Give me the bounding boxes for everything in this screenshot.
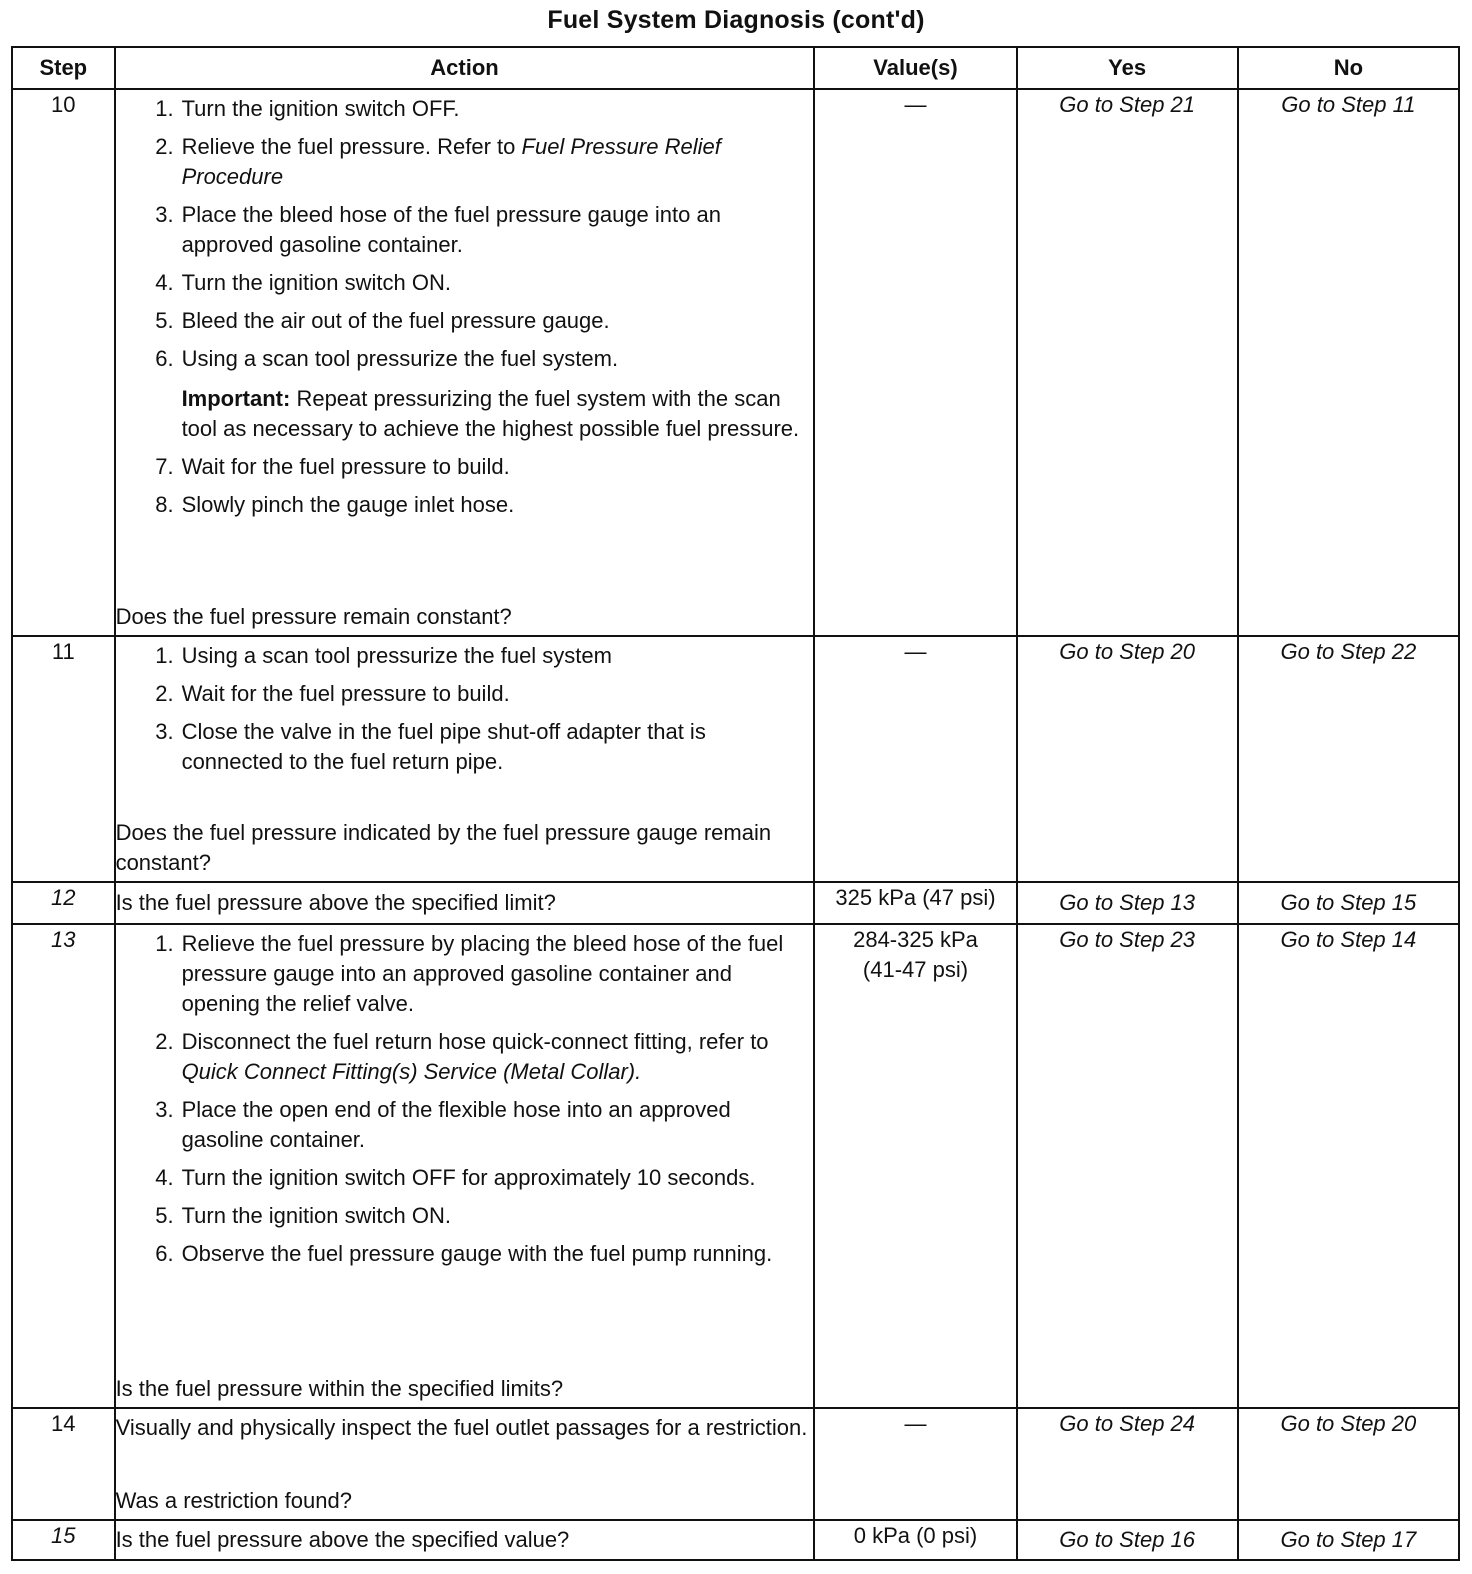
question-text: Is the fuel pressure above the specified value?: [115, 1527, 570, 1552]
question-text: Does the fuel pressure indicated by the fuel pressure gauge remain constant?: [115, 820, 772, 875]
no-link[interactable]: Go to Step 14: [1238, 924, 1459, 1408]
procedure-reference[interactable]: Quick Connect Fitting(s) Service (Metal Collar).: [181, 1059, 642, 1084]
action-steps: [116, 925, 814, 1269]
yes-link[interactable]: Go to Step 20: [1017, 636, 1238, 882]
action-cell: [115, 924, 815, 1408]
table-row-step-11: [12, 636, 1459, 882]
table-row-step-15: [12, 1520, 1459, 1560]
yes-link[interactable]: Go to Step 13: [1017, 882, 1238, 924]
action-step: 3. Place the bleed hose of the fuel pressure gauge into an approved gasoline container.: [155, 202, 721, 257]
yes-link[interactable]: Go to Step 16: [1017, 1520, 1238, 1560]
action-text: Visually and physically inspect the fuel outlet passages for a restriction.: [115, 1415, 808, 1440]
header-step: Step: [12, 47, 115, 89]
header-yes: Yes: [1017, 47, 1238, 89]
action-step: 3. Close the valve in the fuel pipe shut-off adapter that is connected to the fuel return pipe.: [155, 719, 706, 774]
value-cell: [814, 924, 1016, 1408]
value-cell: —: [814, 1408, 1016, 1520]
action-cell: [115, 636, 815, 882]
table-header-row: [12, 47, 1459, 89]
table-row-step-14: [12, 1408, 1459, 1520]
step-number: 15: [12, 1520, 115, 1560]
action-step: 7. Wait for the fuel pressure to build.: [155, 454, 510, 479]
yes-link[interactable]: Go to Step 21: [1017, 89, 1238, 636]
value-cell: 0 kPa (0 psi): [814, 1520, 1016, 1560]
action-steps: [116, 637, 814, 785]
action-step: 1. Using a scan tool pressurize the fuel system: [155, 643, 612, 668]
question-text: Is the fuel pressure within the specified limits?: [115, 1376, 564, 1401]
action-step: 2. Relieve the fuel pressure. Refer to Fuel Pressure Relief Procedure: [155, 134, 721, 189]
question-text: Was a restriction found?: [115, 1488, 352, 1513]
no-link[interactable]: Go to Step 11: [1238, 89, 1459, 636]
action-step: 4. Turn the ignition switch ON.: [155, 270, 451, 295]
action-step: 6. Observe the fuel pressure gauge with the fuel pump running.: [155, 1241, 773, 1266]
important-note: Important: Repeat pressurizing the fuel system with the scan tool as necessary to achieve the highest possible fuel pressure.: [181, 386, 800, 441]
no-link[interactable]: Go to Step 20: [1238, 1408, 1459, 1520]
step-number: 14: [12, 1408, 115, 1520]
action-step: 1. Relieve the fuel pressure by placing the bleed hose of the fuel pressure gauge into an approved gasoline container and opening the relief valve.: [155, 931, 784, 1016]
action-steps: [116, 452, 814, 528]
step-number: 11: [12, 636, 115, 882]
action-step: 5. Bleed the air out of the fuel pressure gauge.: [155, 308, 610, 333]
question-text: Does the fuel pressure remain constant?: [115, 604, 512, 629]
header-no: No: [1238, 47, 1459, 89]
action-step: 4. Turn the ignition switch OFF for approximately 10 seconds.: [155, 1165, 756, 1190]
no-link[interactable]: Go to Step 17: [1238, 1520, 1459, 1560]
action-cell: [115, 1408, 815, 1520]
action-step: 1. Turn the ignition switch OFF.: [155, 96, 460, 121]
no-link[interactable]: Go to Step 15: [1238, 882, 1459, 924]
value-cell: —: [814, 89, 1016, 636]
procedure-reference[interactable]: Fuel Pressure Relief Procedure: [181, 134, 721, 189]
table-row-step-10: [12, 89, 1459, 636]
diagnosis-table: [11, 46, 1460, 1561]
value-cell: —: [814, 636, 1016, 882]
value-cell: 325 kPa (47 psi): [814, 882, 1016, 924]
action-step: 8. Slowly pinch the gauge inlet hose.: [155, 492, 515, 517]
table-row-step-13: [12, 924, 1459, 1408]
action-cell: [115, 882, 815, 924]
action-step: 5. Turn the ignition switch ON.: [155, 1203, 451, 1228]
header-values: Value(s): [814, 47, 1016, 89]
value-line: (41-47 psi): [862, 957, 969, 982]
action-step: 2. Disconnect the fuel return hose quick-connect fitting, refer to Quick Connect Fitting(s) Service (Metal Collar).: [155, 1029, 769, 1084]
action-cell: [115, 89, 815, 636]
value-line: 284-325 kPa: [853, 927, 978, 952]
action-step: 6. Using a scan tool pressurize the fuel system.: [155, 346, 619, 371]
yes-link[interactable]: Go to Step 23: [1017, 924, 1238, 1408]
yes-link[interactable]: Go to Step 24: [1017, 1408, 1238, 1520]
step-number: 10: [12, 89, 115, 636]
question-text: Is the fuel pressure above the specified limit?: [115, 890, 556, 915]
action-step: 2. Wait for the fuel pressure to build.: [155, 681, 510, 706]
action-step: 3. Place the open end of the flexible hose into an approved gasoline container.: [155, 1097, 731, 1152]
step-number: 12: [12, 882, 115, 924]
page-title: Fuel System Diagnosis (cont'd): [547, 6, 925, 34]
action-cell: [115, 1520, 815, 1560]
table-row-step-12: [12, 882, 1459, 924]
no-link[interactable]: Go to Step 22: [1238, 636, 1459, 882]
header-action: Action: [115, 47, 815, 89]
action-steps: [116, 90, 814, 374]
step-number: 13: [12, 924, 115, 1408]
